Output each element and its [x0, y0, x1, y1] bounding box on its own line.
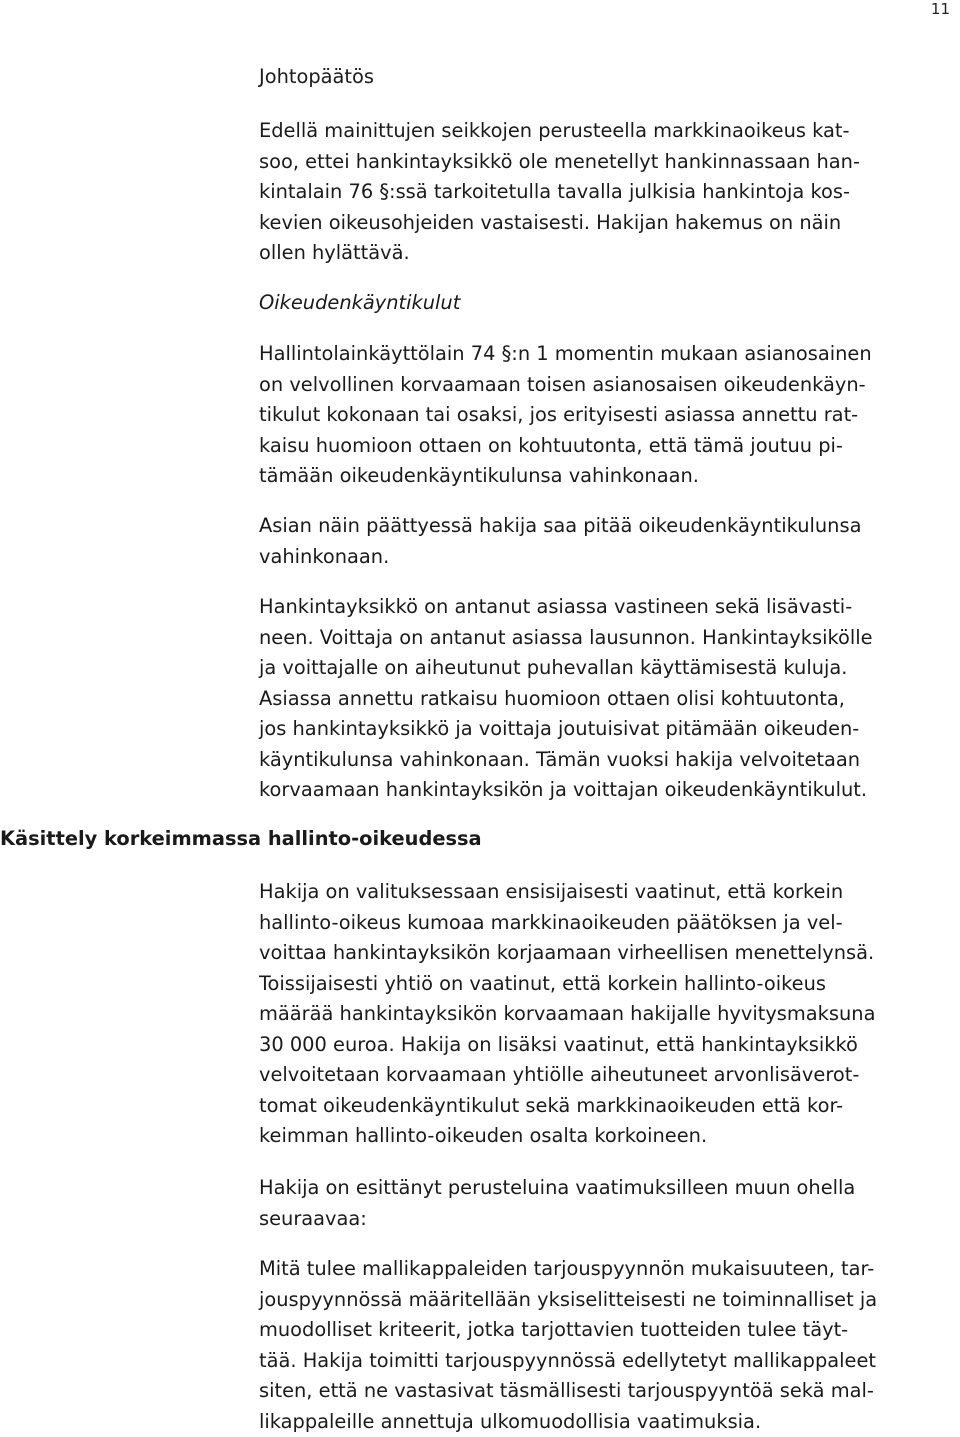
text-line: voittaa hankintayksikön korjaamaan virheellisen menettelynsä. — [259, 938, 875, 969]
paragraph-supreme-3 — [259, 1254, 877, 1437]
text-line: Edellä mainittujen seikkojen perusteella markkinaoikeus kat- — [259, 116, 860, 147]
text-line: Hankintayksikkö on antanut asiassa vastineen sekä lisävasti- — [259, 592, 873, 623]
text-line: seuraavaa: — [259, 1204, 855, 1235]
paragraph-costs-1 — [259, 339, 872, 492]
paragraph-supreme-2 — [259, 1173, 855, 1234]
text-line: siten, että ne vastasivat täsmällisesti tarjouspyyntöä sekä mal- — [259, 1376, 877, 1407]
page-number: 11 — [931, 0, 950, 18]
text-line: vahinkonaan. — [259, 542, 861, 573]
text-line: määrää hankintayksikön korvaamaan hakijalle hyvitysmaksuna — [259, 999, 875, 1030]
section-title-conclusion: Johtopäätös — [259, 62, 374, 93]
section-title-costs: Oikeudenkäyntikulut — [259, 288, 460, 319]
text-line: tikulut kokonaan tai osaksi, jos erityisesti asiassa annettu rat- — [259, 400, 872, 431]
text-line: Toissijaisesti yhtiö on vaatinut, että korkein hallinto-oikeus — [259, 969, 875, 1000]
paragraph-costs-3 — [259, 592, 873, 806]
paragraph-supreme-1 — [259, 877, 875, 1152]
text-line: Asian näin päättyessä hakija saa pitää oikeudenkäyntikulunsa — [259, 511, 861, 542]
text-line: velvoitetaan korvaamaan yhtiölle aiheutuneet arvonlisäverot- — [259, 1060, 875, 1091]
section-title-supreme-court: Käsittely korkeimmassa hallinto-oikeudessa — [0, 824, 482, 854]
text-line: käyntikulunsa vahinkonaan. Tämän vuoksi hakija velvoitetaan — [259, 745, 873, 776]
text-line: Hakija on valituksessaan ensisijaisesti vaatinut, että korkein — [259, 877, 875, 908]
text-line: keimman hallinto-oikeuden osalta korkoineen. — [259, 1121, 875, 1152]
text-line: likappaleille annettuja ulkomuodollisia vaatimuksia. — [259, 1407, 877, 1437]
text-line: tämään oikeudenkäyntikulunsa vahinkonaan. — [259, 461, 872, 492]
text-line: on velvollinen korvaamaan toisen asianosaisen oikeudenkäyn- — [259, 370, 872, 401]
text-line: tomat oikeudenkäyntikulut sekä markkinaoikeuden että kor- — [259, 1091, 875, 1122]
paragraph-costs-2 — [259, 511, 861, 572]
text-line: jouspyynnössä määritellään yksiselitteisesti ne toiminnalliset ja — [259, 1285, 877, 1316]
text-line: Hallintolainkäyttölain 74 §:n 1 momentin mukaan asianosainen — [259, 339, 872, 370]
text-line: jos hankintayksikkö ja voittaja joutuisivat pitämään oikeuden- — [259, 714, 873, 745]
text-line: ollen hylättävä. — [259, 238, 860, 269]
text-line: neen. Voittaja on antanut asiassa lausunnon. Hankintayksikölle — [259, 623, 873, 654]
text-line: soo, ettei hankintayksikkö ole menetellyt hankinnassaan han- — [259, 147, 860, 178]
text-line: muodolliset kriteerit, jotka tarjottavien tuotteiden tulee täyt- — [259, 1315, 877, 1346]
text-line: kintalain 76 §:ssä tarkoitetulla tavalla julkisia hankintoja kos- — [259, 177, 860, 208]
text-line: Hakija on esittänyt perusteluina vaatimuksilleen muun ohella — [259, 1173, 855, 1204]
text-line: kevien oikeusohjeiden vastaisesti. Hakijan hakemus on näin — [259, 208, 860, 239]
paragraph-conclusion — [259, 116, 860, 269]
text-line: Asiassa annettu ratkaisu huomioon ottaen olisi kohtuutonta, — [259, 684, 873, 715]
text-line: Mitä tulee mallikappaleiden tarjouspyynnön mukaisuuteen, tar- — [259, 1254, 877, 1285]
text-line: 30 000 euroa. Hakija on lisäksi vaatinut, että hankintayksikkö — [259, 1030, 875, 1061]
text-line: hallinto-oikeus kumoaa markkinaoikeuden päätöksen ja vel- — [259, 908, 875, 939]
text-line: tää. Hakija toimitti tarjouspyynnössä edellytetyt mallikappaleet — [259, 1346, 877, 1377]
text-line: korvaamaan hankintayksikön ja voittajan oikeudenkäyntikulut. — [259, 775, 873, 806]
text-line: kaisu huomioon ottaen on kohtuutonta, että tämä joutuu pi- — [259, 431, 872, 462]
text-line: ja voittajalle on aiheutunut puhevallan käyttämisestä kuluja. — [259, 653, 873, 684]
